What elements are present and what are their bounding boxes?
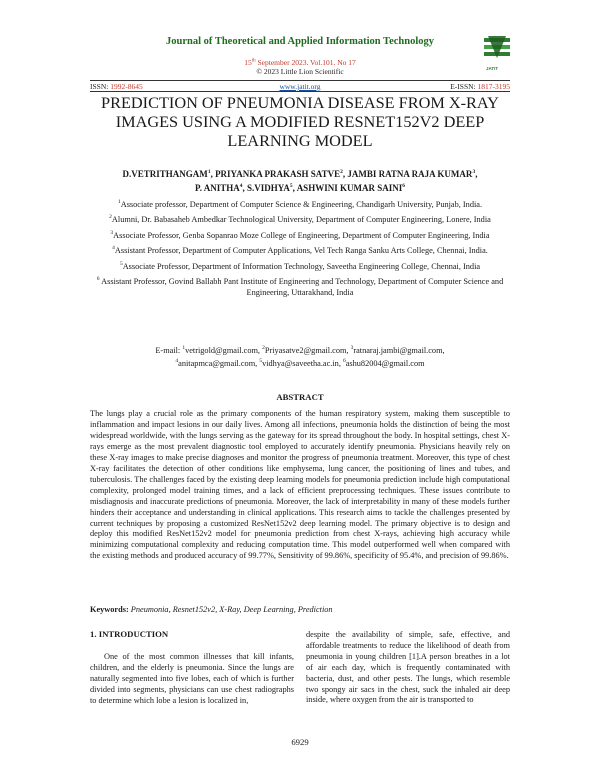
email: ashu82004@gmail.com: [345, 359, 425, 369]
page-number: 6929: [291, 737, 309, 747]
intro-paragraph: One of the most common illnesses that kill infants, children, and the elderly is pneumonia. Since the lungs are naturally segmented into five lobes, each of which is further divided into segments, physicians can use chest radiographs to determine which lobe a lesion is localized in,: [90, 651, 294, 705]
eissn: E-ISSN: 1817-3195: [450, 82, 510, 91]
affiliation: $^4$Assistant Professor, Department of Computer Applications, Vel Tech Ranga Sanku Arts College, Chennai, India.: [112, 245, 488, 256]
email: vidhya@saveetha.ac.in,: [262, 359, 343, 369]
email: vetrigold@gmail.com,: [185, 345, 263, 355]
logo-label: JATIT: [486, 66, 499, 71]
author: ASHWINI KUMAR SAINI: [296, 183, 403, 193]
affiliation: $^2$Alumni, Dr. Babasaheb Ambedkar Technological University, Department of Computer Engineering, Lonere, India: [109, 214, 491, 225]
section-heading: 1. INTRODUCTION: [90, 629, 169, 639]
email-list: E-mail: $^1$vetrigold@gmail.com, $^2$Priyasatve2@gmail.com, $^3$ratnaraj.jambi@gmail.com, $^4$anitapmca@gmail.com, $^5$vidhya@saveetha.ac.in, $^6$ashu82004@gmail.com: [155, 345, 445, 369]
paper-title: PREDICTION OF PNEUMONIA DISEASE FROM X-RAY IMAGES USING A MODIFIED RESNET152V2 DEEP LEARNING MODEL: [101, 93, 499, 150]
email: ratnaraj.jambi@gmail.com,: [353, 345, 445, 355]
author: P. ANITHA: [195, 183, 240, 193]
author-list: D.VETRITHANGAM$^1$, PRIYANKA PRAKASH SATVE$^2$, JAMBI RATNA RAJA KUMAR$^3$, P. ANITHA$^4$, S.VIDHYA$^5$, ASHWINI KUMAR SAINI$^6$: [122, 169, 478, 193]
header-top-rule: [90, 80, 510, 81]
abstract-heading: ABSTRACT: [276, 392, 324, 402]
journal-title: Journal of Theoretical and Applied Information Technology: [166, 36, 434, 47]
author: S.VIDHYA: [246, 183, 290, 193]
issn: ISSN: 1992-8645: [90, 82, 143, 91]
affiliation: $^5$Associate Professor, Department of Information Technology, Saveetha Engineering College, Chennai, India: [119, 260, 481, 271]
affiliation-list: [95, 197, 505, 301]
keywords: Keywords: Pneumonia, Resnet152v2, X-Ray, Deep Learning, Prediction: [90, 605, 333, 614]
intro-right-column: despite the availability of simple, safe, effective, and affordable treatments to reduce the likelihood of death from pneumonia in young children [1].A person breathes in a lot of air each day, which is frequently contaminated with bacteria, dust, and other pests. The lungs, which resemble two spongy air sacs in the chest, suck the inhaled air deep inside, where oxygen from the air is transported to: [306, 630, 510, 705]
author: JAMBI RATNA RAJA KUMAR: [347, 169, 473, 179]
author: D.VETRITHANGAM: [122, 169, 208, 179]
email: anitapmca@gmail.com,: [178, 359, 260, 369]
abstract-body: The lungs play a crucial role as the primary components of the human respiratory system, making them susceptible to inflammation and impact lesions in our daily lives. Among all infections, pneumonia holds the distinction of being the most widespread worldwide, with the lungs serving as the gateway for its spread throughout the body. In hospital settings, chest X-rays emerge as the most prevalent diagnostic tool employed to accurately identify pneumonia. Physicians heavily rely on these X-ray images to make precise diagnoses and monitor the progress of pneumonia treatment. Moreover, this type of chest X-ray facilitates the detection of other conditions like emphysema, lung cancer, the positioning of lines and tubes, and tuberculosis. The challenges faced by the existing deep learning models for pneumonia prediction include high computational complexity, prolonged model training times, and a lack of efficient preprocessing techniques. These issues contribute to misdiagnosis and inaccurate predictions of pneumonia. Moreover, the lack of interpretability in many of these models further hinders their acceptance and understanding in clinical applications. This research aims to tackle the challenges presented by current techniques by proposing a customized ResNet152v2 deep learning model. The primary objective is to design and deploy this modified ResNet152v2 model for pneumonia prediction from chest X-rays, achieving high accuracy while minimizing computational complexity and reducing computation time. This model outperformed well when compared with the existing methods and produced accuracy of 99.77%, Sensitivity of 99.86%, specificity of 95.4%, and precision of 99.86%.: [90, 409, 510, 561]
affiliation: $^6$ Assistant Professor, Govind Ballabh Pant Institute of Engineering and Technology, Department of Computer Science and Engineering, Uttarakhand, India: [96, 276, 504, 297]
header-bottom-rule: [90, 91, 510, 92]
issue-info: 15th September 2023. Vol.101. No 17: [244, 58, 356, 67]
website-link[interactable]: www.jatit.org: [279, 82, 321, 91]
email: Priyasatve2@gmail.com,: [264, 345, 351, 355]
author: PRIYANKA PRAKASH SATVE: [215, 169, 341, 179]
affiliation: $^3$Associate Professor, Genba Sopanrao Moze College of Engineering, Department of Computer Engineering, India: [110, 229, 490, 240]
jatit-logo-icon: [482, 34, 512, 68]
copyright-notice: © 2023 Little Lion Scientific: [256, 67, 344, 76]
affiliation: $^1$Associate professor, Department of Computer Science & Engineering, Chandigarh University, Punjab, India.: [117, 199, 483, 209]
intro-left-column: [90, 629, 294, 706]
